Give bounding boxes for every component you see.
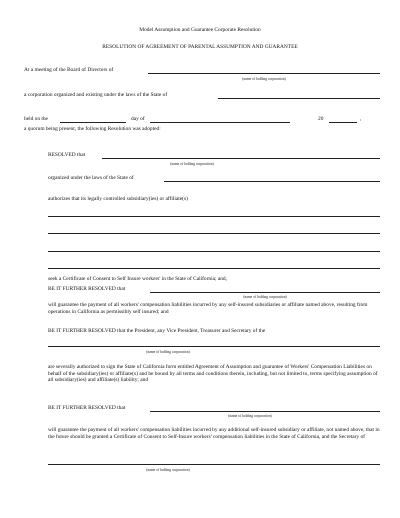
holding-caption: (name of holding corporation): [242, 77, 286, 81]
day-of-label: day of: [131, 116, 145, 122]
organized-state-field[interactable]: [164, 181, 380, 182]
further-resolved-label-1: BE IT FURTHER RESOLVED that: [48, 286, 126, 292]
guarantee-paragraph: will guarantee the payment of all workers' compensation liabilities incurred by any self-insured subsidiaries or affiliate named above, resulting from operations in California as permissibly self insured; and: [48, 302, 368, 315]
held-on-year-field[interactable]: [329, 122, 357, 123]
further-resolved-caption-1: (name of holding corporation): [243, 295, 287, 299]
further-resolved-president-text: BE IT FURTHER RESOLVED that the President, any Vice President, Treasurer and Secretary of the: [48, 328, 266, 334]
resolved-that-label: RESOLVED that: [48, 152, 86, 158]
resolved-holding-caption: (name of holding corporation): [170, 162, 214, 166]
further-resolved-holding-field-1[interactable]: [150, 292, 380, 293]
holding-corporation-field[interactable]: [148, 73, 380, 74]
resolved-holding-field[interactable]: [102, 158, 380, 159]
meeting-label: At a meeting of the Board of Directors of: [24, 67, 114, 73]
further-resolved-holding-field-2[interactable]: [150, 411, 380, 412]
further-resolved-label-2: BE IT FURTHER RESOLVED that: [48, 405, 126, 411]
corp-organized-label: a corporation organized and existing under the laws of the State of: [24, 92, 168, 98]
year-suffix: ,: [360, 116, 362, 122]
president-holding-caption: (name of holding corporation): [146, 350, 190, 354]
final-paragraph: will guarantee the payment of all workers' compensation liabilities incurred by any additional self-insured subsidiary or affiliate, not named above, that in the future should be granted a Certificate of Consent to Self-Insure workers' compensation liabilities in the State of California, and the Secretary of: [48, 427, 380, 440]
held-on-day-field[interactable]: [60, 122, 126, 123]
subsidiary-line-4[interactable]: [48, 268, 380, 269]
authorizes-text: authorizes that its legally controlled subsidiary(ies) or affiliate(s): [48, 196, 188, 202]
subsidiary-line-2[interactable]: [48, 233, 380, 234]
year-prefix: 20: [318, 116, 324, 122]
secretary-holding-caption: (name of holding corporation): [146, 468, 190, 472]
president-holding-field[interactable]: [48, 346, 380, 347]
subsidiary-line-1[interactable]: [48, 216, 380, 217]
seek-certificate-text: seek a Certificate of Consent to Self Insure workers' in the State of California; and,: [48, 276, 227, 282]
document-header: Model Assumption and Guarantee Corporate Resolution: [139, 27, 261, 33]
document-title: RESOLUTION OF AGREEMENT OF PARENTAL ASSUMPTION AND GUARANTEE: [102, 44, 298, 50]
held-on-month-field[interactable]: [150, 122, 290, 123]
organized-under-label: organized under the laws of the State of: [48, 175, 134, 181]
authorized-paragraph: are severally authorized to sign the State of California form entitled Agreement of Assumption and guarantee of Workers' Compensation Liabilities on behalf of the subsidiary(ies) or affiliate(s) and be bound by all terms and conditions therein, including, but not limited to, terms specifying assumption of all subsidiary(ies) and affiliate(s) liability; and: [48, 364, 378, 383]
state-field[interactable]: [218, 98, 380, 99]
secretary-holding-field[interactable]: [48, 464, 380, 465]
held-on-label: held on the: [24, 116, 48, 122]
further-resolved-caption-2: (name of holding corporation): [228, 414, 272, 418]
subsidiary-line-3[interactable]: [48, 251, 380, 252]
quorum-text: a quorum being present, the following Resolution was adopted:: [24, 126, 161, 132]
